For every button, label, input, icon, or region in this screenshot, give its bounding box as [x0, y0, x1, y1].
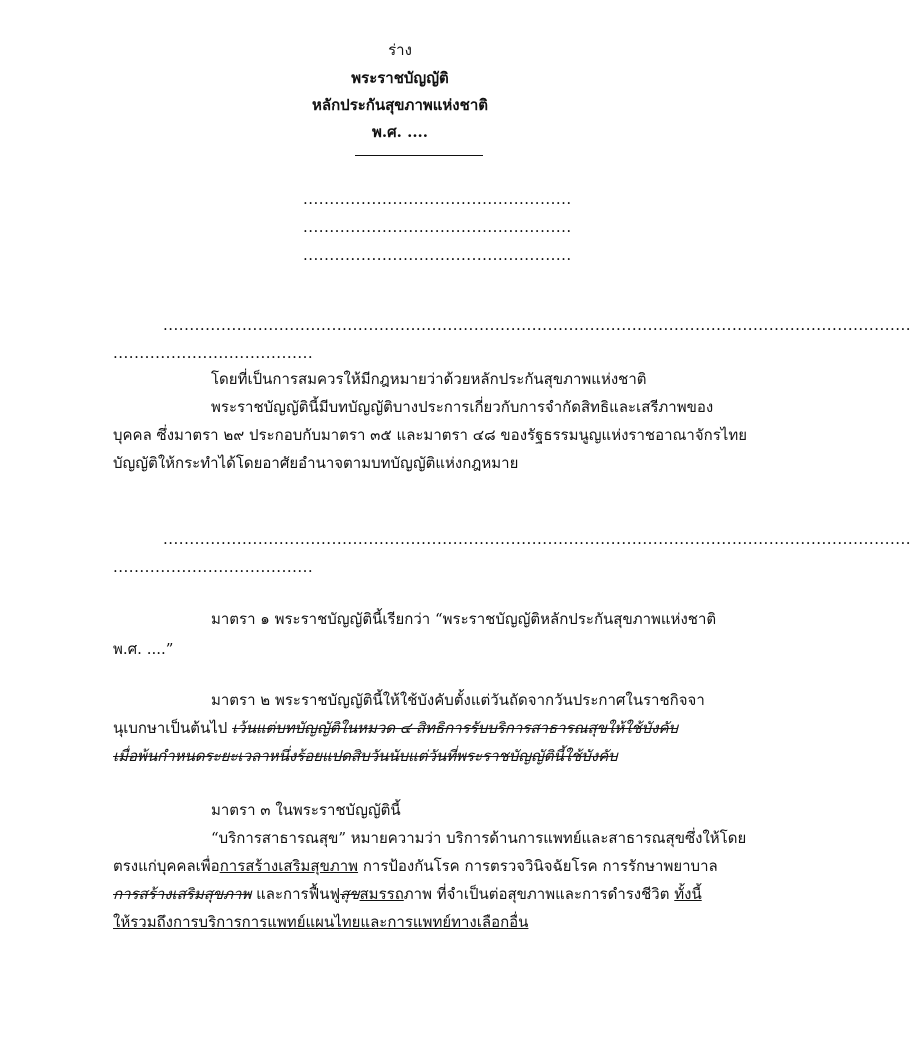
section-1-line-2: พ.ศ. ....” — [113, 640, 174, 658]
section-2-line-1: มาตรา ๒ พระราชบัญญัตินี้ให้ใช้บังคับตั้งแต่วันถัดจากวันประกาศในราชกิจจา — [211, 691, 705, 709]
preamble-paragraph-1: โดยที่เป็นการสมควรให้มีกฎหมายว่าด้วยหลักประกันสุขภาพแห่งชาติ — [211, 370, 647, 388]
definition-text: การป้องกันโรค การตรวจวินิจฉัยโรค การรักษาพยาบาล — [358, 857, 718, 875]
definition-text: ภาพ ที่จำเป็นต่อสุขภาพและการดำรงชีวิต — [403, 885, 675, 903]
signature-dots-2: ................................................... — [303, 218, 572, 236]
preamble-paragraph-2-line-3: บัญญัติให้กระทำได้โดยอาศัยอำนาจตามบทบัญญัติแห่งกฎหมาย — [113, 454, 519, 472]
inserted-thai-medicine-clause: ให้รวมถึงการบริการการแพทย์แผนไทยและการแพทย์ทางเลือกอื่น — [113, 913, 529, 931]
section-3-definition-line-4 — [113, 910, 528, 934]
struck-health-promotion: การสร้างเสริมสุขภาพ — [113, 885, 252, 903]
enact-dots-2: ...................................... — [113, 558, 314, 576]
struck-word: สุข — [340, 885, 360, 903]
section-2-effective-text: นุเบกษาเป็นต้นไป — [113, 719, 233, 737]
act-heading: พระราชบัญญัติ — [351, 69, 449, 87]
section-2-struck-text-2: เมื่อพ้นกำหนดระยะเวลาหนึ่งร้อยแปดสิบวันนับแต่วันที่พระราชบัญญัตินี้ใช้บังคับ — [113, 747, 618, 765]
preamble-paragraph-2-line-1: พระราชบัญญัตินี้มีบทบัญญัติบางประการเกี่ยวกับการจำกัดสิทธิและเสรีภาพของ — [211, 398, 714, 416]
signature-dots-3: ................................................... — [303, 246, 572, 264]
header-rule — [355, 155, 483, 156]
inserted-health-promotion: การสร้างเสริมสุขภาพ — [219, 857, 359, 875]
section-2-line-3 — [113, 744, 618, 768]
section-3-heading: มาตรา ๓ ในพระราชบัญญัตินี้ — [211, 801, 401, 819]
preamble-paragraph-2-line-2: บุคคล ซึ่งมาตรา ๒๙ ประกอบกับมาตรา ๓๕ และมาตรา ๔๘ ของรัฐธรรมนูญแห่งราชอาณาจักรไทย — [113, 426, 747, 444]
signature-dots-1: ................................................... — [303, 190, 572, 208]
section-3-definition-line-1: “บริการสาธารณสุข” หมายความว่า บริการด้านการแพทย์และสาธารณสุขซึ่งให้โดย — [211, 829, 747, 847]
section-3-definition-line-2 — [113, 854, 718, 878]
inserted-word: สมรรถ — [359, 885, 404, 903]
act-title: หลักประกันสุขภาพแห่งชาติ — [312, 96, 488, 114]
draft-label: ร่าง — [388, 41, 412, 59]
inserted-including: ทั้งนี้ — [674, 885, 702, 903]
definition-text: และการฟื้นฟู — [251, 885, 341, 903]
enact-dots-1: .............................................................................................................................................. — [163, 530, 911, 548]
section-1-line-1: มาตรา ๑ พระราชบัญญัตินี้เรียกว่า “พระราชบัญญัติหลักประกันสุขภาพแห่งชาติ — [211, 610, 717, 628]
act-year: พ.ศ. .... — [372, 123, 428, 141]
section-3-definition-line-3 — [113, 882, 702, 906]
section-2-struck-text-1: เว้นแต่บทบัญญัติในหมวด ๔ สิทธิการรับบริการสาธารณสุขให้ใช้บังคับ — [232, 719, 679, 737]
definition-text: ตรงแก่บุคคลเพื่อ — [113, 857, 220, 875]
section-2-line-2 — [113, 716, 678, 740]
preamble-dots-2: ...................................... — [113, 344, 314, 362]
preamble-dots-1: .............................................................................................................................................. — [163, 316, 911, 334]
